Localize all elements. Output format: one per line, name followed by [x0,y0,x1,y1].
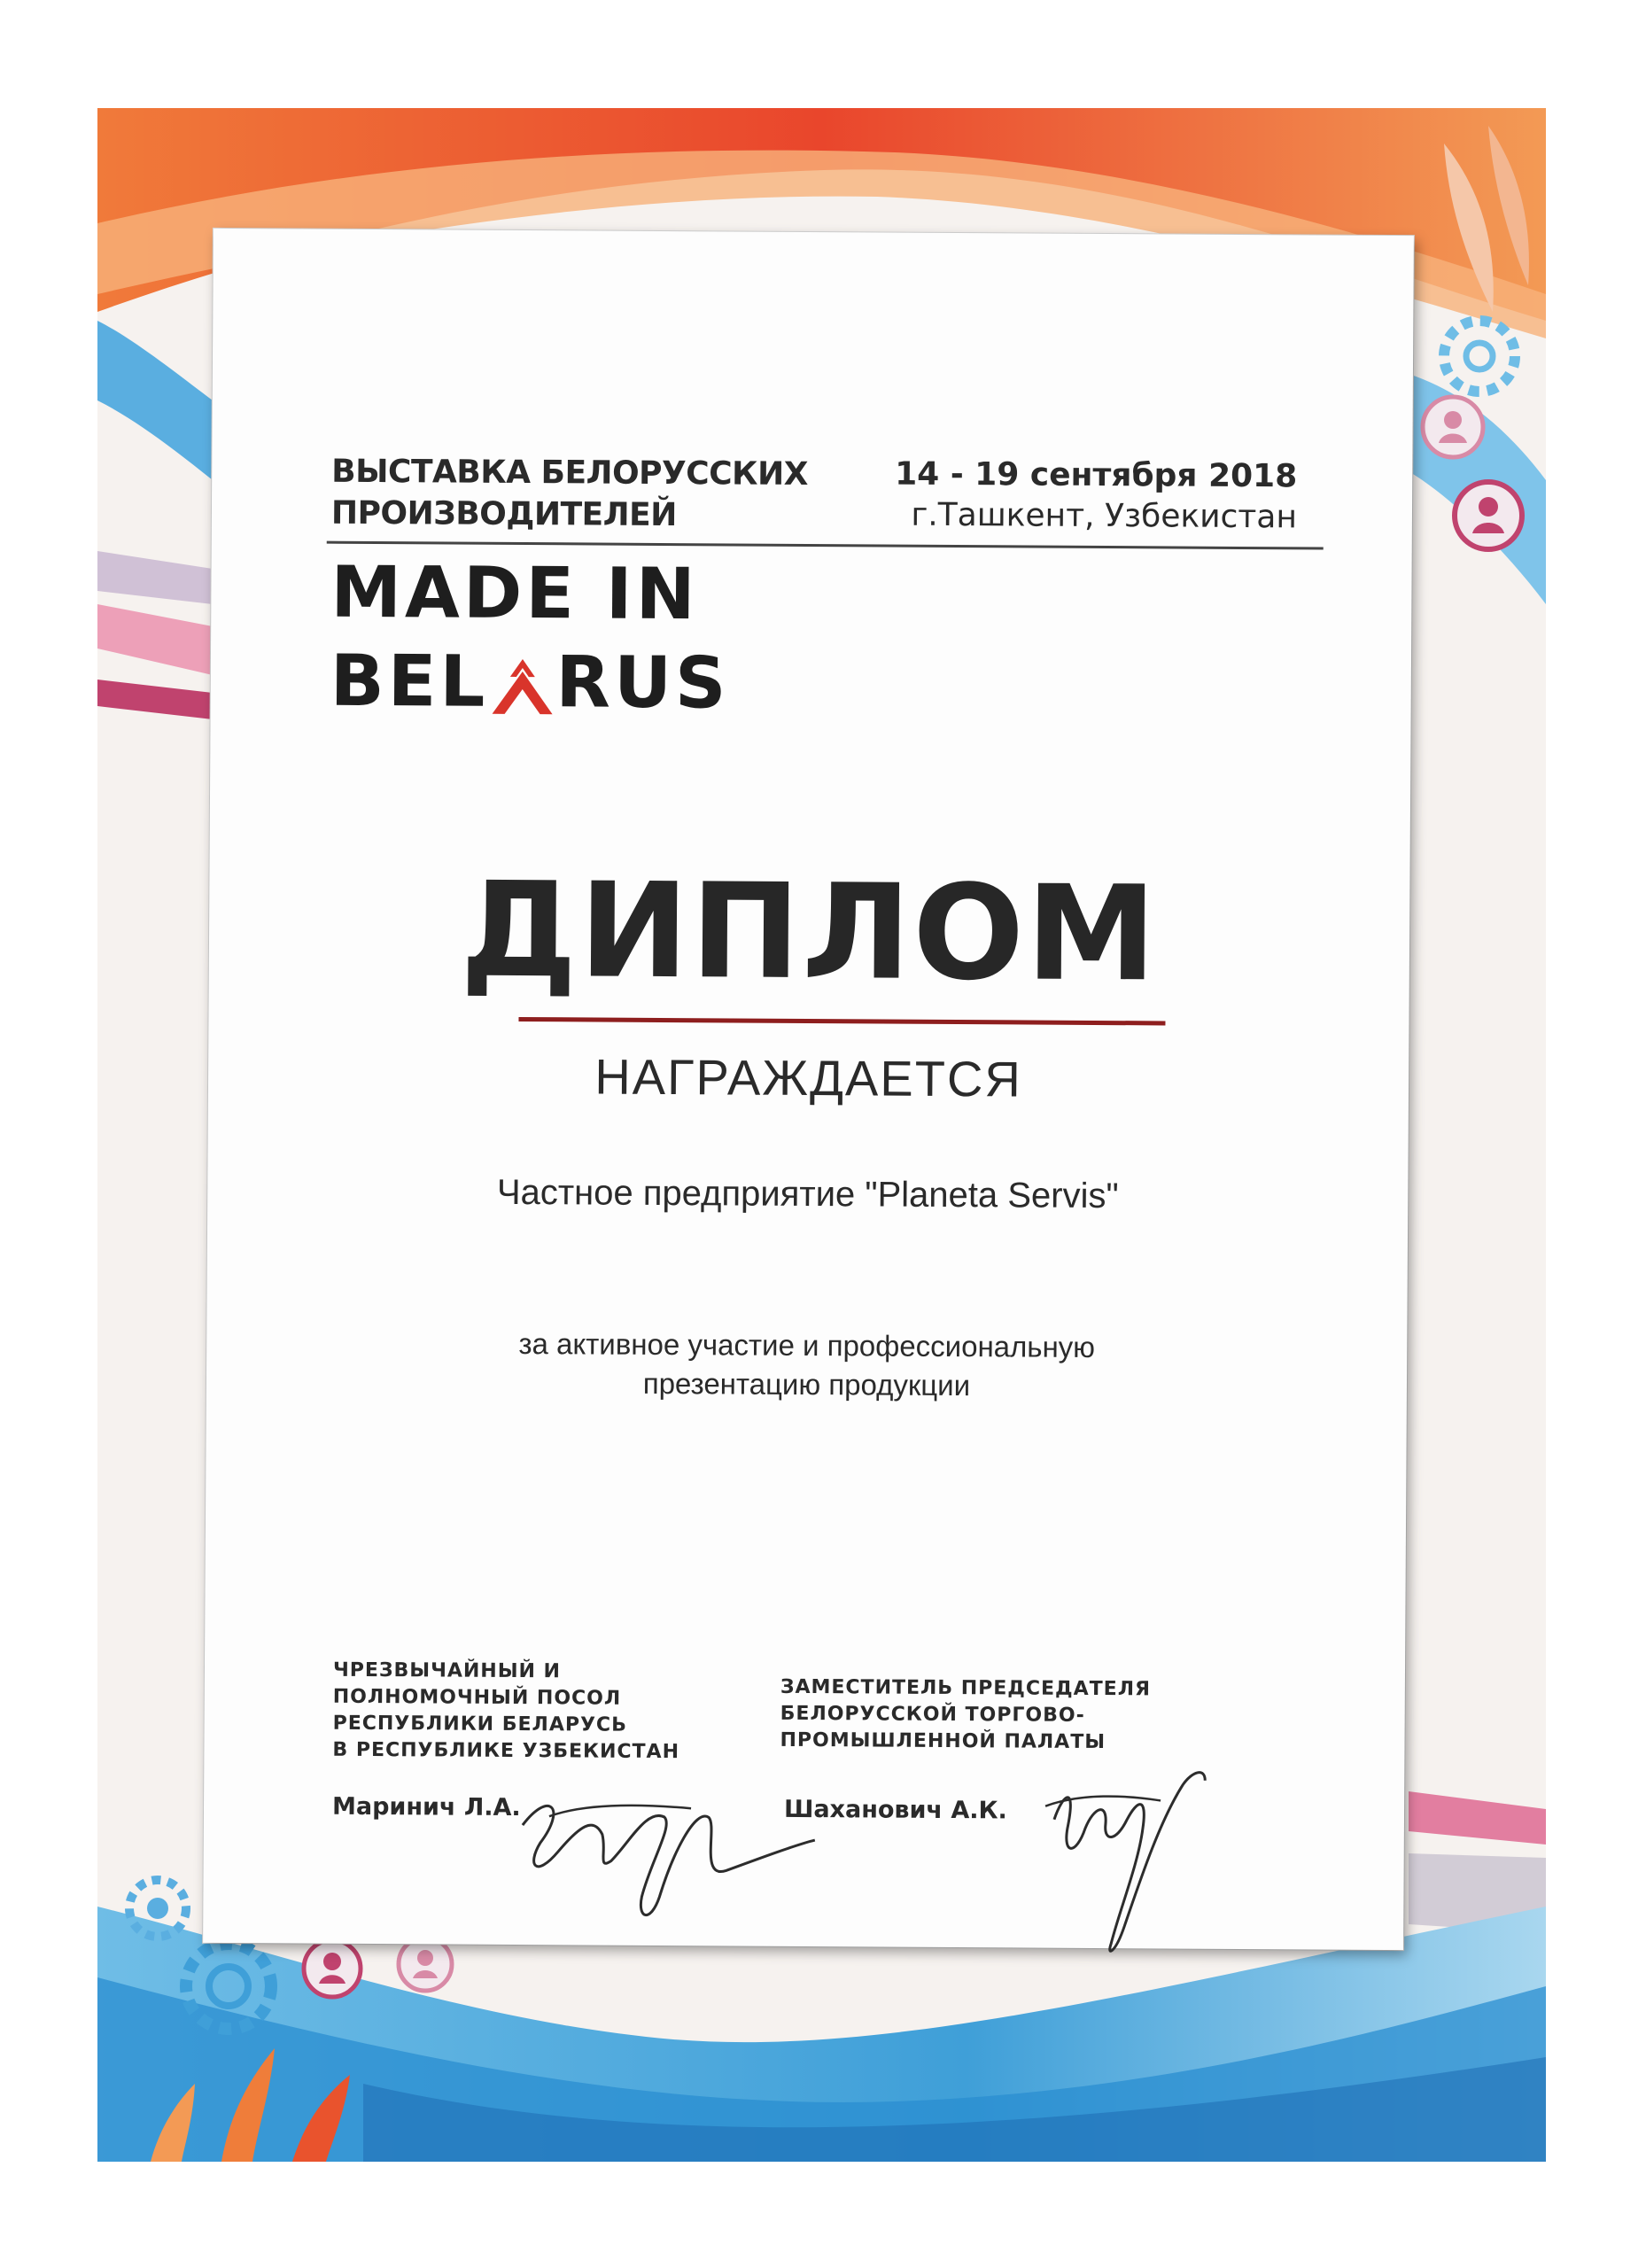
diploma-sheet [203,229,1414,1950]
left-signatory-title [332,1658,679,1766]
event-location: г.Ташкент, Узбекистан [911,496,1298,536]
person-icon [1455,482,1522,549]
wave-decoration [1409,1791,1546,1845]
exhibition-line-1: ВЫСТАВКА БЕЛОРУССКИХ [331,453,809,493]
wave-decoration [97,551,213,604]
exhibition-title [331,451,808,537]
diploma-title: ДИПЛОМ [460,853,1159,1011]
left-signature [495,1754,824,1933]
left-title-line: ПОЛНОМОЧНЫЙ ПОСОЛ [332,1685,622,1710]
logo-text-right: RUS [555,641,730,725]
logo-line-2 [330,637,729,728]
company-name: Частное предприятие "Planeta Servis" [496,1172,1119,1216]
left-title-line: ЧРЕЗВЫЧАЙНЫЙ И [332,1658,562,1683]
right-title-line: ПРОМЫШЛЕННОЙ ПАЛАТЫ [780,1728,1106,1754]
awarded-label: НАГРАЖДАЕТСЯ [594,1048,1023,1107]
right-signature [1027,1731,1259,1963]
award-reason [206,1323,1408,1408]
right-signatory-name: Шаханович А.К. [783,1795,1007,1825]
diploma-frame [97,108,1546,2162]
wave-decoration [97,604,213,675]
logo-line-1: MADE IN [330,550,699,636]
right-title-line: БЕЛОРУССКОЙ ТОРГОВО- [780,1702,1085,1727]
event-dates: 14 - 19 сентября 2018 [895,455,1298,495]
event-info [895,454,1298,539]
award-reason-line-2: презентацию продукции [642,1366,971,1402]
left-signatory-name: Маринич Л.А. [331,1792,521,1822]
gear-icon [1444,321,1515,392]
made-in-belarus-logo [330,548,730,728]
logo-mark-icon [490,656,554,718]
person-icon [1423,397,1483,457]
left-title-line: В РЕСПУБЛИКЕ УЗБЕКИСТАН [332,1738,680,1764]
right-title-line: ЗАМЕСТИТЕЛЬ ПРЕДСЕДАТЕЛЯ [780,1675,1152,1701]
award-reason-line-1: за активное участие и профессиональную [518,1327,1096,1363]
wave-decoration [97,321,213,480]
logo-text-left: BEL [330,639,489,723]
person-icon [399,1938,452,1991]
title-divider [518,1017,1165,1025]
exhibition-line-2: ПРОИЗВОДИТЕЛЕЙ [330,494,677,534]
left-title-line: РЕСПУБЛИКИ БЕЛАРУСЬ [332,1712,627,1736]
person-icon [304,1940,361,1997]
wave-decoration [97,680,213,719]
